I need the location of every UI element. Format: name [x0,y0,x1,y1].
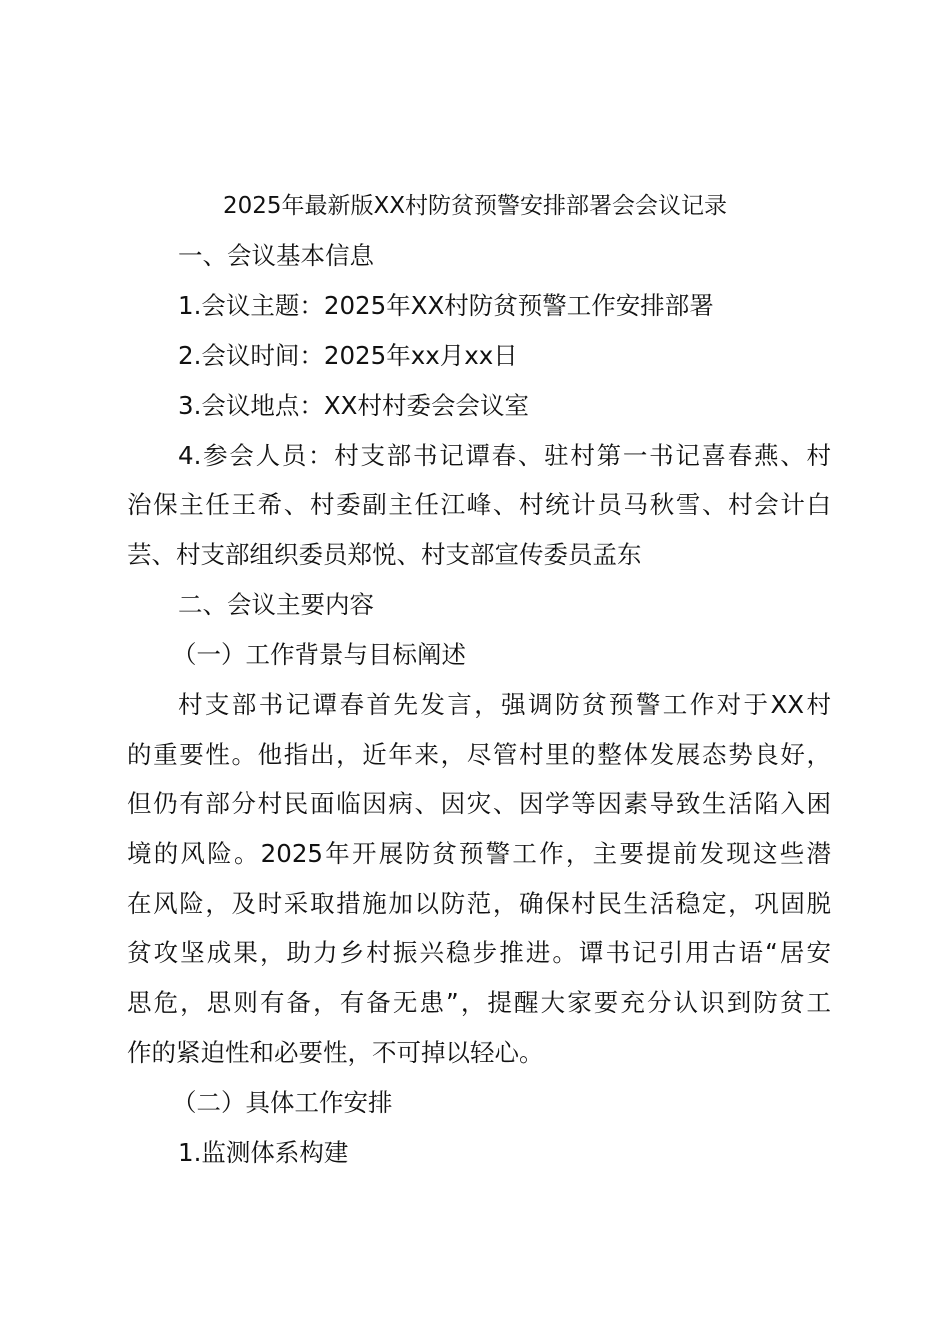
meeting-time: 2.会议时间：2025年xx月xx日 [178,341,518,370]
section-heading-main-content: 二、会议主要内容 [178,590,374,619]
attendees-line-1: 4.参会人员：村支部书记谭春、驻村第一书记喜春燕、村 [178,441,831,470]
paragraph-line: 村支部书记谭春首先发言，强调防贫预警工作对于XX村 [178,690,831,719]
attendees-line-3: 芸、村支部组织委员郑悦、村支部宣传委员孟东 [127,540,642,569]
paragraph-line: 境的风险。2025年开展防贫预警工作，主要提前发现这些潜 [127,839,831,868]
paragraph-line: 但仍有部分村民面临因病、因灾、因学等因素导致生活陷入困 [127,789,831,818]
paragraph-line: 思危，思则有备，有备无患”，提醒大家要充分认识到防贫工 [127,988,831,1017]
meeting-topic: 1.会议主题：2025年XX村防贫预警工作安排部署 [178,291,714,320]
paragraph-line: 的重要性。他指出，近年来，尽管村里的整体发展态势良好， [127,740,831,769]
document-title: 2025年最新版XX村防贫预警安排部署会会议记录 [222,193,728,219]
meeting-location: 3.会议地点：XX村村委会会议室 [178,391,529,420]
item-heading-monitoring-system: 1.监测体系构建 [178,1138,349,1167]
attendees-line-2: 治保主任王希、村委副主任江峰、村统计员马秋雪、村会计白 [127,490,831,519]
paragraph-line: 在风险，及时采取措施加以防范，确保村民生活稳定，巩固脱 [127,889,831,918]
subsection-heading-arrangements: （二）具体工作安排 [172,1088,393,1117]
paragraph-line: 作的紧迫性和必要性，不可掉以轻心。 [127,1038,544,1067]
subsection-heading-background: （一）工作背景与目标阐述 [172,640,466,669]
paragraph-line: 贫攻坚成果，助力乡村振兴稳步推进。谭书记引用古语“居安 [127,938,831,967]
section-heading-basic-info: 一、会议基本信息 [178,241,374,270]
